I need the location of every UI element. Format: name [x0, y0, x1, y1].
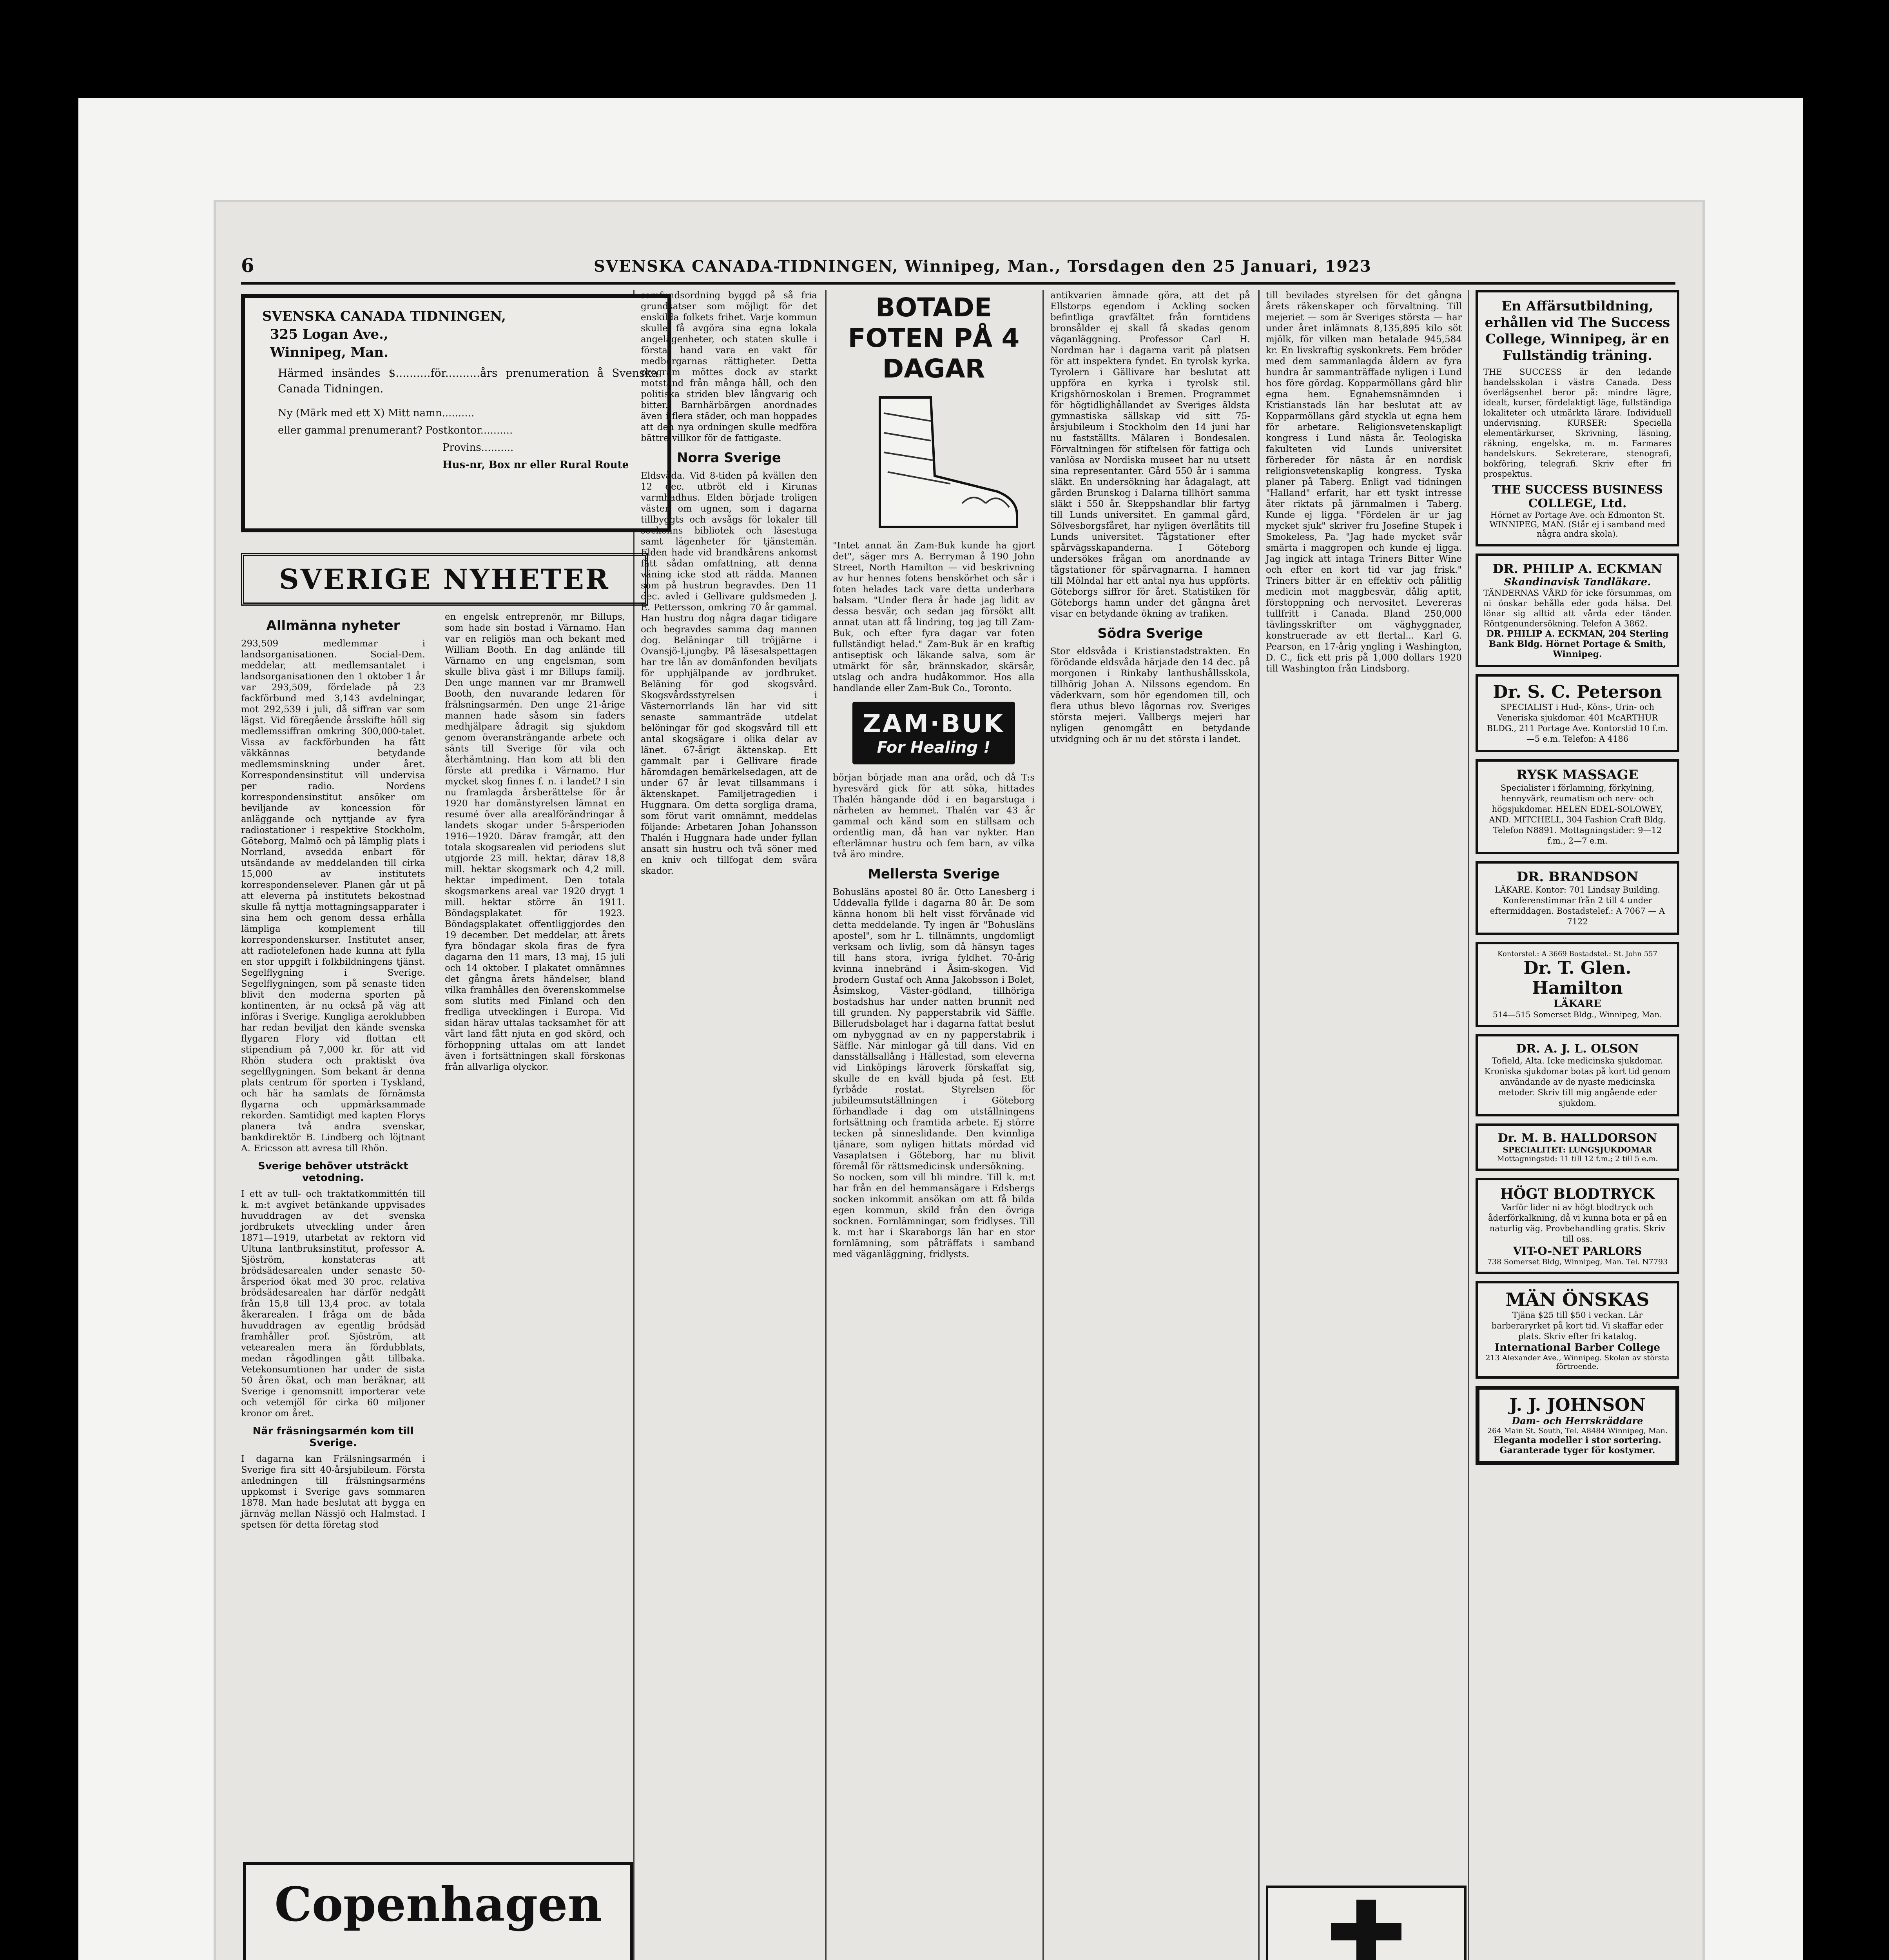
- ad-address: 514—515 Somerset Bldg., Winnipeg, Man.: [1493, 1010, 1662, 1019]
- article-text: Eldsvåda. Vid 8-tiden på kvällen den 12 dec. utbröt eld i Kirunas varmbadhus. Elden började troligen väster om ugnen, som i dagarna tillbyggts och avsågs för lokaler till sockenns bibliotek och läsestuga samt lägenheter för tjänstemän. Elden hade vid brandkårens ankomst fått sådan omfattning, att denna väning icke stod att rädda. Mannen som på hustrun begravdes. Den 11 dec. avled i Gellivare guldsmeden J. E. Pettersson, omkring 70 år gammal. Han hustru dog några dagar tidigare och begravdes samma dag mannen dog. Beläningar till tröjjärne i Ovansjö-Ljungby. På läsesalspettagen har tre lån av domänfonden beviljats för upphjälpande av jordbruket. Beläning för god skogsvård. Skogsvårdsstyrelsen i Västernorrlands län har vid sitt senaste sammanträde utdelat belöningar för god skogsvård till ett antal skogsägare i olika delar av länet. 67-årigt äktenskap. Ett gammalt par i Gellivare firade häromdagen bemärkelsedagen, att de under 67 år levat tillsammans i äktenskapet. Familjetragedien i Huggnara. Om detta sorgliga drama, som förut varit omnämnt, meddelas följande: Arbetaren Johan Johansson Thalén i Huggnara hade under fyllan ansatt sin hustru och två söner med en kniv och tillfogat dem svåra skador.: [641, 471, 817, 876]
- subscription-form: [241, 294, 671, 532]
- section-heading: Allmänna nyheter: [266, 618, 400, 633]
- ad-name: International Barber College: [1494, 1342, 1661, 1354]
- ad-heading: RYSK MASSAGE: [1516, 767, 1639, 783]
- form-line: eller gammal prenumerant? Postkontor..........: [278, 425, 513, 436]
- zam-buk-headline: BOTADE FOTEN PÅ 4 DAGAR: [848, 292, 1020, 384]
- column-5: [1050, 290, 1250, 1748]
- form-line: SVENSKA CANADA TIDNINGEN,: [262, 309, 506, 324]
- ad-heading: HÖGT BLODTRYCK: [1500, 1186, 1655, 1202]
- ad-name: J. J. JOHNSON: [1509, 1395, 1646, 1415]
- ad-name: THE SUCCESS BUSINESS COLLEGE, Ltd.: [1492, 483, 1663, 510]
- ad-name: Dr. S. C. Peterson: [1493, 682, 1662, 702]
- ad-body: THE SUCCESS är den ledande handelsskolan i västra Canada. Dess överlägsenhet beror på: mindre lägre, idealt, kurser, fördelaktigt läge, fullständiga lokaliteter och utmärkta lärare. Individuell undervisning. KURSER: Speciella elementärkurser, Skrivning, läsning, räkning, engelska, m. m. Farmares handelskurs. Sekreterare, stenografi, bokföring, telegrafi. Skriv efter fri prospektus.: [1483, 367, 1671, 479]
- section-banner: SVERIGE NYHETER: [241, 553, 648, 606]
- article-text: till bevilades styrelsen för det gångna årets räkenskaper och förvaltning. Till mejeriet — som är Sveriges största — har under året inlämnats 8,135,895 kilo söt mjölk, för vilken man betalade 945,584 kr. En livskraftig syskonkrets. Fem bröder med dem sammanlagda åldern av fyra hundra år sammanträffade nyligen i Lund hos före gördag. Kopparmöllans gård blir egna hem. Egnahemsnämnden i Kristianstads län har beslutat att av Kopparmöllans gård styckla ut egna hem för arbetare. Religionsvetenskapligt kongress i Lund nästa år. Teologiska fakulteten vid Lunds universitet förbereder för nästa år en nordisk religionsvetenskaplig kongress. Tyska planer på Taberg. Enligt vad tidningen "Halland" erfarit, har ett tyskt intresse åter riktats på järnmalmen i Taberg. Kunde ej ligga. "Fördelen är ur jag mycket sjuk" skriver fru Josefine Stupek i Smokeless, Pa. "Jag hade mycket svår smärta i maggropen och kunde ej ligga. Jag ingick att intaga Triners Bitter Wine och efter en kort tid var jag frisk." Triners bitter är en effektiv och pålitlig medicin mot maggbesvär, dålig aptit, förstoppning och nervositet. Levereras tullfritt i Canada. Bland 250,000 tävlingsskrifter om väghyggnader, konstruerade av ett flertal... Karl G. Pearson, en 17-årig yngling i Washington, D. C., fick ett pris på 1,000 dollars 1920 till Washington från Lindsborg.: [1266, 290, 1462, 674]
- ad-subtitle: SPECIALITET: LUNGSJUKDOMAR: [1503, 1145, 1652, 1154]
- massage-ad: [1476, 759, 1679, 854]
- form-line: Provins..........: [442, 442, 514, 454]
- article-text: början började man ana oråd, och då T:s hyresvärd gick för att söka, hittades Thalén hängande död i en bagarstuga i närheten av hemmet. Thalén var 43 år gammal och känd som en stillsam och ordentlig man, då han var nykter. Han efterlämnar hustru och fem barn, av vilka två äro mindre.: [833, 773, 1035, 860]
- johnson-tailor-ad: [1476, 1386, 1679, 1465]
- ad-address: Hörnet av Portage Ave. och Edmonton St. WINNIPEG, MAN. (Står ej i samband med några andra skola).: [1489, 510, 1666, 539]
- article-heading: Sverige behöver utsträckt vetodning.: [258, 1160, 408, 1184]
- form-line: Hus-nr, Box nr eller Rural Route: [442, 459, 629, 471]
- ad-name: DR. PHILIP A. ECKMAN: [1492, 561, 1662, 576]
- ad-name: DR. A. J. L. OLSON: [1516, 1042, 1639, 1056]
- ad-body: Eleganta modeller i stor sortering. Garanterade tyger för kostymer.: [1493, 1435, 1662, 1455]
- section-heading: Mellersta Sverige: [868, 866, 1000, 882]
- column-4: [833, 290, 1035, 1960]
- ad-heading: MÄN ÖNSKAS: [1505, 1289, 1650, 1310]
- column-rule: [825, 290, 827, 1960]
- ad-phones: Kontorstel.: A 3669 Bostadstel.: St. John 557: [1497, 950, 1658, 958]
- bandaged-foot-icon: [833, 390, 1035, 539]
- form-line: Winnipeg, Man.: [270, 345, 388, 360]
- blodtryck-ad: [1476, 1178, 1679, 1274]
- column-3: [641, 290, 817, 1960]
- ad-text: "Intet annat än Zam-Buk kunde ha gjort det", säger mrs A. Berryman å 190 John Street, North Hamilton — vid beskrivning av hur hennes fotens benskörhet och sår i foten helades tack vare detta underbara balsam. "Under flera år hade jag lidit av dessa besvär, och sedan jag försökt allt annat utan att få lindring, tog jag till Zam-Buk, och efter fyra dagar var foten fullständigt helad." Zam-Buk är en kraftig antiseptisk och läkande salva, som är utmärkt för sår, brännskador, skärsår, utslag och andra hudåkommor. Hos alla handlande eller Zam-Buk Co., Toronto.: [833, 541, 1035, 693]
- form-line: Ny (Märk med ett X) Mitt namn..........: [278, 407, 475, 419]
- zam-buk-tagline: For Healing !: [877, 739, 991, 757]
- ad-name: Dr. T. Glen. Hamilton: [1523, 958, 1632, 998]
- article-heading: När fräsningsarmén kom till Sverige.: [252, 1425, 414, 1449]
- zam-buk-logo: [852, 702, 1015, 764]
- olson-ad: [1476, 1034, 1679, 1116]
- article-text: en engelsk entreprenör, mr Billups, som hade sin bostad i Värnamo. Han var en religiös man och bekant med William Booth. En dag anlände till Värnamo en ung engelsman, som skulle bliva gäst i mr Billups familj. Den unge mannen var mr Bramwell Booth, den nuvarande ledaren för frälsningsarmén. Den unge 21-årige mannen hade såsom sin faders medhjälpare ådragit sig sjukdom genom överansträngande arbete och sänts till Sverige för vila och återhämtning. Han kom att bli den förste att predika i Värnamo. Hur mycket skog finnes f. n. i landet? I sin nu framlagda årsberättelse för år 1920 har domänstyrelsen lämnat en resumé över alla arealförändringar å landets skogar under 5-årsperioden 1916—1920. Därav framgår, att den totala skogsarealen vid periodens slut utgjorde 23 mill. hektar, därav 18,8 mill. hektar skogsmark och 4,2 mill. hektar impediment. Den totala skogsmarkens areal var 1920 drygt 1 mill. hektar större än 1911. Böndagsplakatet för 1923. Böndagsplakatet offentliggjordes den 19 december. Det meddelar, att årets fyra böndagar skola firas de fyra dagarna den 11 mars, 13 maj, 15 juli och 14 oktober. I plakatet omnämnes det gångna årets händelser, bland vilka framhålles den överenskommelse som slutits med Finland och den fredliga utvecklingen i Europa. Vid sidan härav uttalas tacksamhet för att vårt land fått njuta en god skörd, och förhoppning uttalas om att landet även i fortsättningen skall förskonas från allvarliga olyckor.: [445, 612, 625, 1072]
- page-number: 6: [241, 255, 254, 277]
- article-text: I dagarna kan Frälsningsarmén i Sverige fira sitt 40-årsjubileum. Första anledningen till frälsningsarméns uppkomst i Sverige gavs sommaren 1878. Man hade beslutat att bygga en järnväg mellan Nässjö och Halmstad. I spetsen för detta företag stod: [241, 1454, 425, 1530]
- article-text: Bohusläns apostel 80 år. Otto Lanesberg i Uddevalla fyllde i dagarna 80 år. De som känna honom bli helt visst förvånade vid detta meddelande. Ty ingen är "Bohusläns apostel", som hr L. tillnämnts, ungdomligt verksam och livlig, som då hänsyn tages till hans stora, ivriga fyldhet. 70-årig kvinna innebränd i Åsim-skogen. Vid brodern Gustaf och Anna Jakobsson i Bolet, Åsimskog, Väster-gödland, tillhöriga bostadshus har under natten brunnit ned till grunden. Ny papperstabrik vid Säffle. Billerudsbolaget har i dagarna fattat beslut om nybyggnad av en ny papperstabrik i Säffle. När minlogar gå till dans. Vid en dansställsallång i Hällestad, som eleverna vid Linköpings läroverk förskaffat sig, skulle de en kväll bjuda på fest. Ett fyrbåde rostat. Styrelsen för jubileumsutställningen i Göteborg förhandlade i dag om utställningens fortsättning och framtida arbete. Ej större tecken på sinneslidande. Den kvinnliga tjänare, som nyligen hittats mördad vid Vasaplatsen i Göteborg, har nu blivit föremål för rättsmedicinsk undersökning.: [833, 887, 1035, 1172]
- ad-name: DR. BRANDSON: [1516, 869, 1639, 885]
- column-7-ads: [1476, 290, 1679, 1960]
- ad-address: 738 Somerset Bldg, Winnipeg, Man. Tel. N7793: [1487, 1258, 1668, 1266]
- ad-subtitle: Dam- och Herrskräddare: [1512, 1415, 1643, 1426]
- article-text: Stor eldsvåda i Kristianstadstrakten. En förödande eldsvåda härjade den 14 dec. på morgonen i Rinkaby lanthushållsskola, tillhörig Johan A. Nilssons egendom. En väderkvarn, som hör egendomen till, och flera uthus blevo lågornas rov. Sveriges största mejeri. Vallbergs mejeri har nyligen genomgått en betydande utvidgning och är nu det största i landet.: [1050, 646, 1250, 744]
- newspaper-page: [214, 200, 1705, 1960]
- column-rule: [1258, 290, 1260, 1960]
- copenhagen-ad: [243, 1862, 633, 1960]
- zam-buk-brand: ZAM·BUK: [863, 710, 1005, 739]
- masthead: SVENSKA CANADA-TIDNINGEN, Winnipeg, Man., Torsdagen den 25 Januari, 1923: [594, 257, 1372, 276]
- page-header: [241, 255, 1675, 285]
- ad-body: Varför lider ni av högt blodtryck och åderförkalkning, då vi kunna bota er på en naturlig väg. Provbehandling gratis. Skriv till oss.: [1488, 1203, 1667, 1244]
- snuff-tin-icon: [258, 1951, 462, 1960]
- cross-icon: [1268, 1888, 1464, 1960]
- success-college-ad: [1476, 290, 1679, 546]
- column-2: [445, 612, 625, 1838]
- column-1-body: [241, 612, 425, 1838]
- ad-address: DR. PHILIP A. ECKMAN, 204 Sterling Bank Bldg. Hörnet Portage & Smith, Winnipeg.: [1486, 629, 1669, 659]
- column-rule: [1468, 290, 1469, 1960]
- ad-title: Copenhagen: [274, 1877, 602, 1932]
- eckman-ad: [1476, 554, 1679, 667]
- ad-body: Tjäna $25 till $50 i veckan. Lär barberaryrket på kort tid. Vi skaffar eder plats. Skriv efter fri katalog.: [1491, 1310, 1664, 1341]
- section-heading: Södra Sverige: [1097, 626, 1203, 641]
- section-heading: Norra Sverige: [677, 450, 781, 466]
- hamilton-ad: [1476, 942, 1679, 1027]
- ad-body: TÄNDERNAS VÅRD för icke försummas, om ni önskar behålla eder goda hälsa. Det lönar sig alltid att vårda eder tänder. Röntgenundersökning. Telefon A 3862.: [1483, 588, 1671, 628]
- article-text: 293,509 medlemmar i landsorganisationen. Social-Dem. meddelar, att medlemsantalet i landsorganisationen den 1 oktober 1 år var 293,509, fördelade på 23 fackförbund med 3,143 avdelningar, mot 292,539 i juli, då siffran var som lägst. Vid föregående årsskifte höll sig medlemssiffran omkring 300,000-talet. Vissa av fackförbunden ha fått väkkännas betydande medlemsminskning under året. Korrespondensinstitut vill undervisa per radio. Nordens korrespondensinstitut ansöker om beviljande av koncession för anläggande och nyttjande av fyra radiostationer i respektive Stockholm, Göteborg, Malmö och på lämplig plats i Norrland, avsedda enbart för utsändande av meddelanden till cirka 15,000 av institutets korrespondenselever. Planen går ut på att eleverna på institutets bekostnad skulle få nyttja mottagningsapparater i sina hem och genom dessa erhålla lämpliga komplement till korrespondenskurser. Institutet anser, att radiotelefonen hade kunna att fylla en stor uppgift i folkbildningens tjänst. Segelflygning i Sverige. Segelflygningen, som på senaste tiden blivit den moderna sporten på kontinenten, är nu också på väg att införas i Sverige. Kungliga aeroklubben har redan beviljat den kände svenska flygaren Flory vid flottan ett stipendium på 7,000 kr. för att vid Rhön studera och praktiskt öva segelflygningen. Som bekant är denna plats centrum för sporten i Tyskland, och här ha samlats de förnämsta flygarna och uppmärksammade rekorden. Samtidigt med kapten Florys planera två andra svenskar, bankdirektör B. Lindberg och löjtnant A. Ericsson att avresa till Rhön.: [241, 639, 425, 1154]
- article-text: So nocken, som vill bli mindre. Till k. m:t har från en del hemmansägare i Edsbergs socken inkommit ansökan om att få bilda egen kommun, skild från den övriga socknen. Fornlämningar, som fridlyses. Till k. m:t har i Skaraborgs län har en stor fornlämning, som påträffats i samband med väganläggning, fridlysts.: [833, 1172, 1035, 1259]
- ad-body: Tofield, Alta. Icke medicinska sjukdomar. Kroniska sjukdomar botas på kort tid genom användande av de nyaste medicinska metoder. Skriv till mig angående eder sjukdom.: [1484, 1056, 1671, 1108]
- ad-heading: En Affärsutbildning, erhållen vid The Success College, Winnipeg, är en Fullständig träning.: [1485, 298, 1670, 363]
- ad-body: SPECIALIST i Hud-, Köns-, Urin- och Veneriska sjukdomar. 401 McARTHUR BLDG., 211 Portage Ave. Kontorstid 10 f.m.—5 e.m. Telefon: A 4186: [1487, 702, 1668, 744]
- ad-body: Mottagningstid: 11 till 12 f.m.; 2 till 5 e.m.: [1497, 1154, 1658, 1163]
- obituary-notice: [1266, 1886, 1467, 1960]
- column-rule: [1042, 290, 1044, 1960]
- ad-address: 213 Alexander Ave., Winnipeg. Skolan av största förtroende.: [1485, 1354, 1670, 1371]
- halldorson-ad: [1476, 1123, 1679, 1171]
- ad-name: Dr. M. B. HALLDORSON: [1497, 1131, 1657, 1145]
- form-line: 325 Logan Ave.,: [270, 327, 388, 342]
- article-text: I ett av tull- och traktatkommittén till k. m:t avgivet betänkande uppvisades huvuddragen av det svenska jordbrukets utveckling under åren 1871—1919, utarbetat av rektorn vid Ultuna lantbruksinstitut, professor A. Sjöström, konstateras att brödsädesarealen under senaste 50-årsperiod ökat med 30 proc. relativa brödsädesarealen har därför nedgått från 15,8 till 13,4 proc. av totala åkerarealen. I fråga om de båda huvuddragen av egentlig brödsäd framhåller prof. Sjöström, att vetearealen mera än fördubblats, medan rågodlingen gått tillbaka. Vetekonsumtionen har under de sista 50 åren ökat, och man beräknar, att Sverige i genomsnitt importerar vete och vetemjöl för cirka 60 miljoner kronor om året.: [241, 1189, 425, 1419]
- ad-name: VIT-O-NET PARLORS: [1513, 1245, 1642, 1258]
- brandson-ad: [1476, 861, 1679, 935]
- ad-subtitle: Skandinavisk Tandläkare.: [1504, 576, 1651, 588]
- ad-address: 264 Main St. South, Tel. A8484 Winnipeg, Man.: [1487, 1426, 1668, 1435]
- peterson-ad: [1476, 674, 1679, 752]
- ad-subtitle: LÄKARE: [1554, 998, 1601, 1010]
- form-line: Härmed insändes $..........för..........års prenumeration å Svenska Canada Tidningen.: [278, 367, 658, 395]
- barber-college-ad: [1476, 1281, 1679, 1379]
- article-text: samfundsordning byggd på så fria grundsatser som möjligt för det enskilda folkets frihet. Varje kommun skulle få avgöra sina egna lokala angelägenheter, och staten skulle i första hand vara en vakt för medborgarnas rättigheter. Detta program möttes dock av starkt motstånd från många håll, och den politiska striden blev långvarig och bitter. Barnhärbärgen anordnades även i flera städer, och man hoppades att den nya ordningen skulle medföra bättre villkor för de fattigaste.: [641, 290, 817, 443]
- ad-body: LÄKARE. Kontor: 701 Lindsay Building. Konferenstimmar från 2 till 4 under eftermiddagen. Bostadstelef.: A 7067 — A 7122: [1490, 885, 1665, 926]
- article-text: antikvarien ämnade göra, att det på Ellstorps egendom i Ackling socken befintliga gravfältet från forntidens bronsålder ej skall få skadas genom väganläggning. Professor Carl H. Nordman har i dagarna varit på platsen för att inspektera fyndet. En tyrolsk kyrka. Tyrolern i Gällivare har beslutat att uppföra en kyrka i tyrolsk stil. Krigshörnoskolan i Bremen. Programmet för högtidlighållandet av Sveriges äldsta gymnastiska sällskap vid sitt 75-årsjubileum i Stockholm den 14 juni har nu fastställts. Mälaren i Bondesalen. Förvaltningen för stiftelsen för fattiga och vanlösa av Nordiska museet har nu utsett sina representanter. Gård 550 år i samma släkt. En undersökning har ådagalagt, att gården Brunskog i Dalarna tillhört samma släkt i 550 år. Skeppshandlar blir fartyg till Lunds universitet. En gammal gård, Sölvesborgsfåret, har nyligen överlåtits till Lunds universitet. Tågstationer efter spårvägsskapanderna. I Göteborg undersökes frågan om anordnande av tågstationer för spårvagnarna. I hamnen till Mölndal har ett antal nya hus uppförts. Göteborgs siffror för året. Statistiken för Göteborgs hamn under det gångna året visar en betydande ökning av trafiken.: [1050, 290, 1250, 619]
- column-6: [1266, 290, 1462, 1878]
- ad-body: Specialister i förlamning, förkylning, hennyvärk, reumatism och nerv- och högsjukdomar. HELEN EDEL-SOLOWEY, AND. MITCHELL, 304 Fashion Craft Bldg. Telefon N8891. Mottagningstider: 9—12 f.m., 2—7 e.m.: [1489, 783, 1666, 846]
